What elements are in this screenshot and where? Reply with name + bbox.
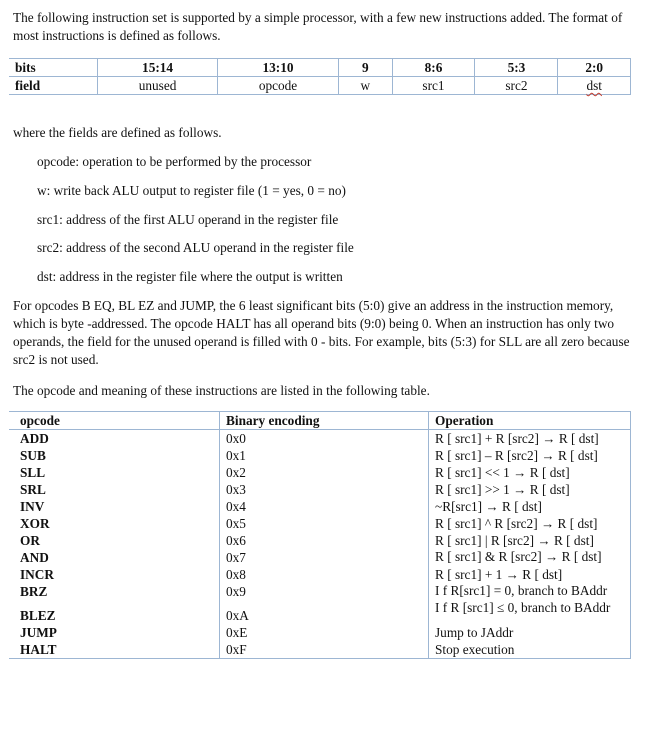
opcode-cell: BLEZ [20, 608, 56, 623]
table-row [9, 430, 631, 448]
encoding-cell: 0x1 [220, 447, 429, 464]
table-row [9, 549, 631, 566]
encoding-cell: 0xA [220, 600, 429, 624]
format-field-row [9, 77, 631, 95]
intro-paragraph: The following instruction set is supported by a simple processor, with a few new instructions added. The format of most instructions is defined as follows. [13, 10, 623, 43]
encoding-cell: 0x9 [220, 583, 429, 600]
operation-cell: R [ src1] + 1 → R [ dst] [429, 566, 631, 583]
opcode-cell: SUB [20, 448, 46, 463]
format-header-cell: 5:3 [475, 59, 558, 77]
opcode-cell: XOR [20, 516, 50, 531]
opcode-table-header [9, 412, 631, 430]
operation-cell: Jump to JAddr [429, 624, 631, 641]
encoding-cell: 0x7 [220, 549, 429, 566]
table-row [9, 498, 631, 515]
field-def-src2: src2: address of the second ALU operand in the register file [37, 240, 354, 255]
encoding-cell: 0x0 [220, 430, 429, 448]
encoding-cell: 0x5 [220, 515, 429, 532]
format-field-cell: src1 [392, 77, 475, 95]
encoding-cell: 0x3 [220, 481, 429, 498]
operation-cell: R [ src1] ^ R [src2] → R [ dst] [429, 515, 631, 532]
table-row [9, 532, 631, 549]
instruction-format-table [9, 58, 631, 95]
opcode-cell: JUMP [20, 625, 57, 640]
header-operation: Operation [429, 412, 631, 430]
opcode-cell: SRL [20, 482, 46, 497]
format-field-cell: w [339, 77, 392, 95]
operation-cell: R [ src1] << 1 → R [ dst] [429, 464, 631, 481]
opcode-cell: OR [20, 533, 40, 548]
opcode-cell: ADD [20, 431, 49, 446]
operation-cell: I f R [src1] ≤ 0, branch to BAddr [429, 600, 631, 624]
encoding-cell: 0xE [220, 624, 429, 641]
table-row [9, 641, 631, 659]
table-row [9, 447, 631, 464]
table-intro: The opcode and meaning of these instructions are listed in the following table. [13, 383, 430, 398]
table-row [9, 515, 631, 532]
table-row [9, 583, 631, 600]
operation-cell: I f R[src1] = 0, branch to BAddr [429, 583, 631, 600]
operation-cell: R [ src1] >> 1 → R [ dst] [429, 481, 631, 498]
table-row [9, 481, 631, 498]
operation-cell: R [ src1] & R [src2] → R [ dst] [429, 549, 631, 566]
operation-cell: ~R[src1] → R [ dst] [429, 498, 631, 515]
format-field-cell: opcode [217, 77, 338, 95]
fields-intro: where the fields are defined as follows. [13, 125, 222, 140]
operation-cell: R [ src1] | R [src2] → R [ dst] [429, 532, 631, 549]
header-binary-encoding: Binary encoding [220, 412, 429, 430]
encoding-cell: 0x2 [220, 464, 429, 481]
format-header-cell: bits [9, 59, 98, 77]
opcode-cell: AND [20, 550, 49, 565]
opcode-cell: SLL [20, 465, 46, 480]
encoding-cell: 0x4 [220, 498, 429, 515]
field-def-dst: dst: address in the register file where the output is written [37, 269, 343, 284]
operation-cell: R [ src1] – R [src2] → R [ dst] [429, 447, 631, 464]
encoding-cell: 0xF [220, 641, 429, 659]
encoding-cell: 0x8 [220, 566, 429, 583]
encoding-cell: 0x6 [220, 532, 429, 549]
field-def-opcode: opcode: operation to be performed by the processor [37, 154, 312, 169]
description-paragraph: For opcodes B EQ, BL EZ and JUMP, the 6 least significant bits (5:0) give an address in the instruction memory, which is byte -addressed. The opcode HALT has all operand bits (9:0) being 0. When an instruction has only two operands, the field for the unused operand is filled with 0 - bits. For example, bits (5:3) for SLL are all zero because src2 is not used. [13, 298, 630, 367]
format-header-cell: 8:6 [392, 59, 475, 77]
operation-cell: R [ src1] + R [src2] → R [ dst] [429, 430, 631, 448]
format-field-cell: dst [558, 77, 631, 95]
opcode-table [9, 411, 631, 659]
table-row [9, 566, 631, 583]
table-row [9, 624, 631, 641]
format-header-cell: 13:10 [217, 59, 338, 77]
opcode-cell: HALT [9, 641, 220, 659]
field-def-src1: src1: address of the first ALU operand in the register file [37, 212, 339, 227]
table-row [9, 600, 631, 624]
format-field-cell: src2 [475, 77, 558, 95]
header-opcode: opcode [9, 412, 220, 430]
opcode-cell: INCR [20, 567, 54, 582]
format-field-cell: unused [98, 77, 218, 95]
operation-cell: Stop execution [429, 641, 631, 659]
field-def-w: w: write back ALU output to register file (1 = yes, 0 = no) [37, 183, 346, 198]
format-header-cell: 9 [339, 59, 392, 77]
opcode-cell: INV [20, 499, 45, 514]
opcode-cell: BRZ [20, 584, 48, 599]
table-row [9, 464, 631, 481]
format-field-cell: field [9, 77, 98, 95]
format-header-cell: 15:14 [98, 59, 218, 77]
format-header-cell: 2:0 [558, 59, 631, 77]
format-header-row [9, 59, 631, 77]
